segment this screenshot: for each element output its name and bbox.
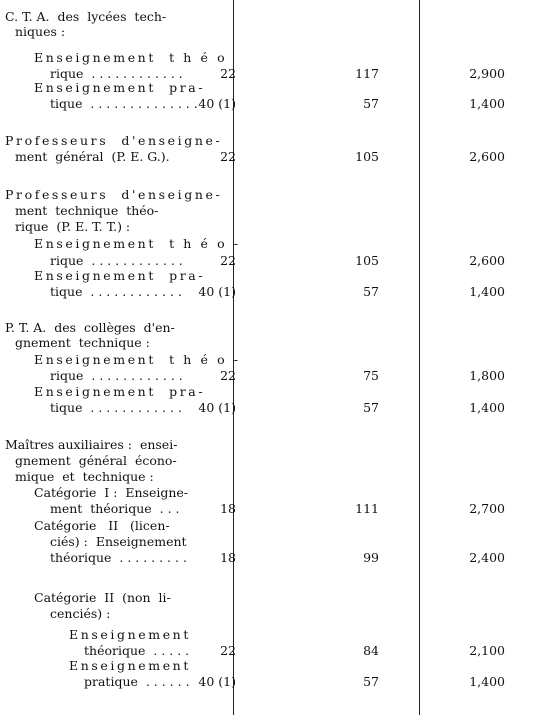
table-row xyxy=(0,643,541,659)
table-line xyxy=(0,133,541,149)
cell-value-2: 105 xyxy=(355,253,379,268)
table-line xyxy=(0,320,541,336)
cell-value-3: 2,400 xyxy=(469,550,505,565)
row-label: tique . . . . . . . . . . . . xyxy=(50,400,182,415)
cell-value-3: 1,800 xyxy=(469,368,505,383)
row-label: Enseignement t h é o xyxy=(34,50,228,65)
row-label: ment général (P. E. G.). xyxy=(15,149,170,164)
table-line xyxy=(0,590,541,606)
row-label: Enseignement pra- xyxy=(34,384,206,399)
table-line xyxy=(0,268,541,284)
cell-value-2: 57 xyxy=(363,400,379,415)
table-row xyxy=(0,674,541,690)
cell-value-2: 99 xyxy=(363,550,379,565)
cell-value-2: 75 xyxy=(363,368,379,383)
row-label: Enseignement xyxy=(69,627,191,642)
row-label: rique . . . . . . . . . . . . xyxy=(50,368,183,383)
row-label: Enseignement t h é o - xyxy=(34,352,241,367)
table-row xyxy=(0,284,541,300)
table-row xyxy=(0,501,541,517)
row-label: cenciés) : xyxy=(50,606,111,621)
row-label: rique . . . . . . . . . . . . xyxy=(50,253,183,268)
table-line xyxy=(0,203,541,219)
table-line xyxy=(0,606,541,622)
cell-value-3: 2,600 xyxy=(469,253,505,268)
cell-value-3: 1,400 xyxy=(469,400,505,415)
table-row xyxy=(0,96,541,112)
row-label: Catégorie II (non li- xyxy=(34,590,171,605)
cell-value-1: 22 xyxy=(220,253,236,268)
table-line xyxy=(0,335,541,351)
row-label: rique (P. E. T. T.) : xyxy=(15,219,131,234)
table-row xyxy=(0,550,541,566)
cell-value-1: 22 xyxy=(220,66,236,81)
cell-value-1: 18 xyxy=(220,501,236,516)
row-label: Enseignement xyxy=(69,658,191,673)
cell-value-3: 1,400 xyxy=(469,96,505,111)
row-label: théorique . . . . . xyxy=(84,643,190,658)
cell-value-3: 2,700 xyxy=(469,501,505,516)
table-line xyxy=(0,534,541,550)
row-label: ment théorique . . . xyxy=(50,501,180,516)
cell-value-2: 105 xyxy=(355,149,379,164)
row-label: rique . . . . . . . . . . . . xyxy=(50,66,183,81)
table-line xyxy=(0,352,541,368)
row-label: gnement technique : xyxy=(15,335,150,350)
cell-value-2: 57 xyxy=(363,674,379,689)
row-label: tique . . . . . . . . . . . . xyxy=(50,284,182,299)
cell-value-3: 1,400 xyxy=(469,284,505,299)
table-line xyxy=(0,453,541,469)
row-label: théorique . . . . . . . . . xyxy=(50,550,187,565)
table-row xyxy=(0,368,541,384)
row-label: ciés) : Enseignement xyxy=(50,534,187,549)
row-label: pratique . . . . . . xyxy=(84,674,190,689)
cell-value-1: 22 xyxy=(220,149,236,164)
cell-value-2: 84 xyxy=(363,643,379,658)
table-line xyxy=(0,469,541,485)
table-line xyxy=(0,187,541,203)
row-label: C. T. A. des lycées tech- xyxy=(5,9,167,24)
row-label: Professeurs d'enseigne- xyxy=(5,133,223,148)
row-label: Enseignement t h é o - xyxy=(34,236,241,251)
cell-value-1: 22 xyxy=(220,368,236,383)
row-label: Catégorie II (licen- xyxy=(34,518,170,533)
row-label: niques : xyxy=(15,24,66,39)
table-line xyxy=(0,437,541,453)
cell-value-3: 2,900 xyxy=(469,66,505,81)
table-line xyxy=(0,236,541,252)
cell-value-3: 2,600 xyxy=(469,149,505,164)
row-label: Enseignement pra- xyxy=(34,80,206,95)
cell-value-1: 40 (1) xyxy=(198,400,236,415)
row-label: ment technique théo- xyxy=(15,203,159,218)
cell-value-3: 1,400 xyxy=(469,674,505,689)
row-label: Catégorie I : Enseigne- xyxy=(34,485,189,500)
cell-value-2: 117 xyxy=(355,66,379,81)
table-line xyxy=(0,627,541,643)
cell-value-1: 40 (1) xyxy=(198,284,236,299)
table-row xyxy=(0,253,541,269)
table-line xyxy=(0,485,541,501)
row-label: tique . . . . . . . . . . . . . . xyxy=(50,96,198,111)
table-line xyxy=(0,24,541,40)
cell-value-1: 40 (1) xyxy=(198,96,236,111)
cell-value-3: 2,100 xyxy=(469,643,505,658)
cell-value-1: 22 xyxy=(220,643,236,658)
row-label: gnement général écono- xyxy=(15,453,177,468)
cell-value-1: 40 (1) xyxy=(198,674,236,689)
row-label: Professeurs d'enseigne- xyxy=(5,187,223,202)
row-label: Enseignement pra- xyxy=(34,268,206,283)
table-line xyxy=(0,9,541,25)
cell-value-2: 57 xyxy=(363,96,379,111)
table-line xyxy=(0,658,541,674)
cell-value-1: 18 xyxy=(220,550,236,565)
cell-value-2: 57 xyxy=(363,284,379,299)
table-line xyxy=(0,219,541,235)
cell-value-2: 111 xyxy=(355,501,379,516)
table-row xyxy=(0,149,541,165)
table-line xyxy=(0,50,541,66)
table-line xyxy=(0,384,541,400)
table-row xyxy=(0,400,541,416)
row-label: Maîtres auxiliaires : ensei- xyxy=(5,437,178,452)
row-label: P. T. A. des collèges d'en- xyxy=(5,320,175,335)
row-label: mique et technique : xyxy=(15,469,154,484)
table-line xyxy=(0,80,541,96)
table-line xyxy=(0,518,541,534)
